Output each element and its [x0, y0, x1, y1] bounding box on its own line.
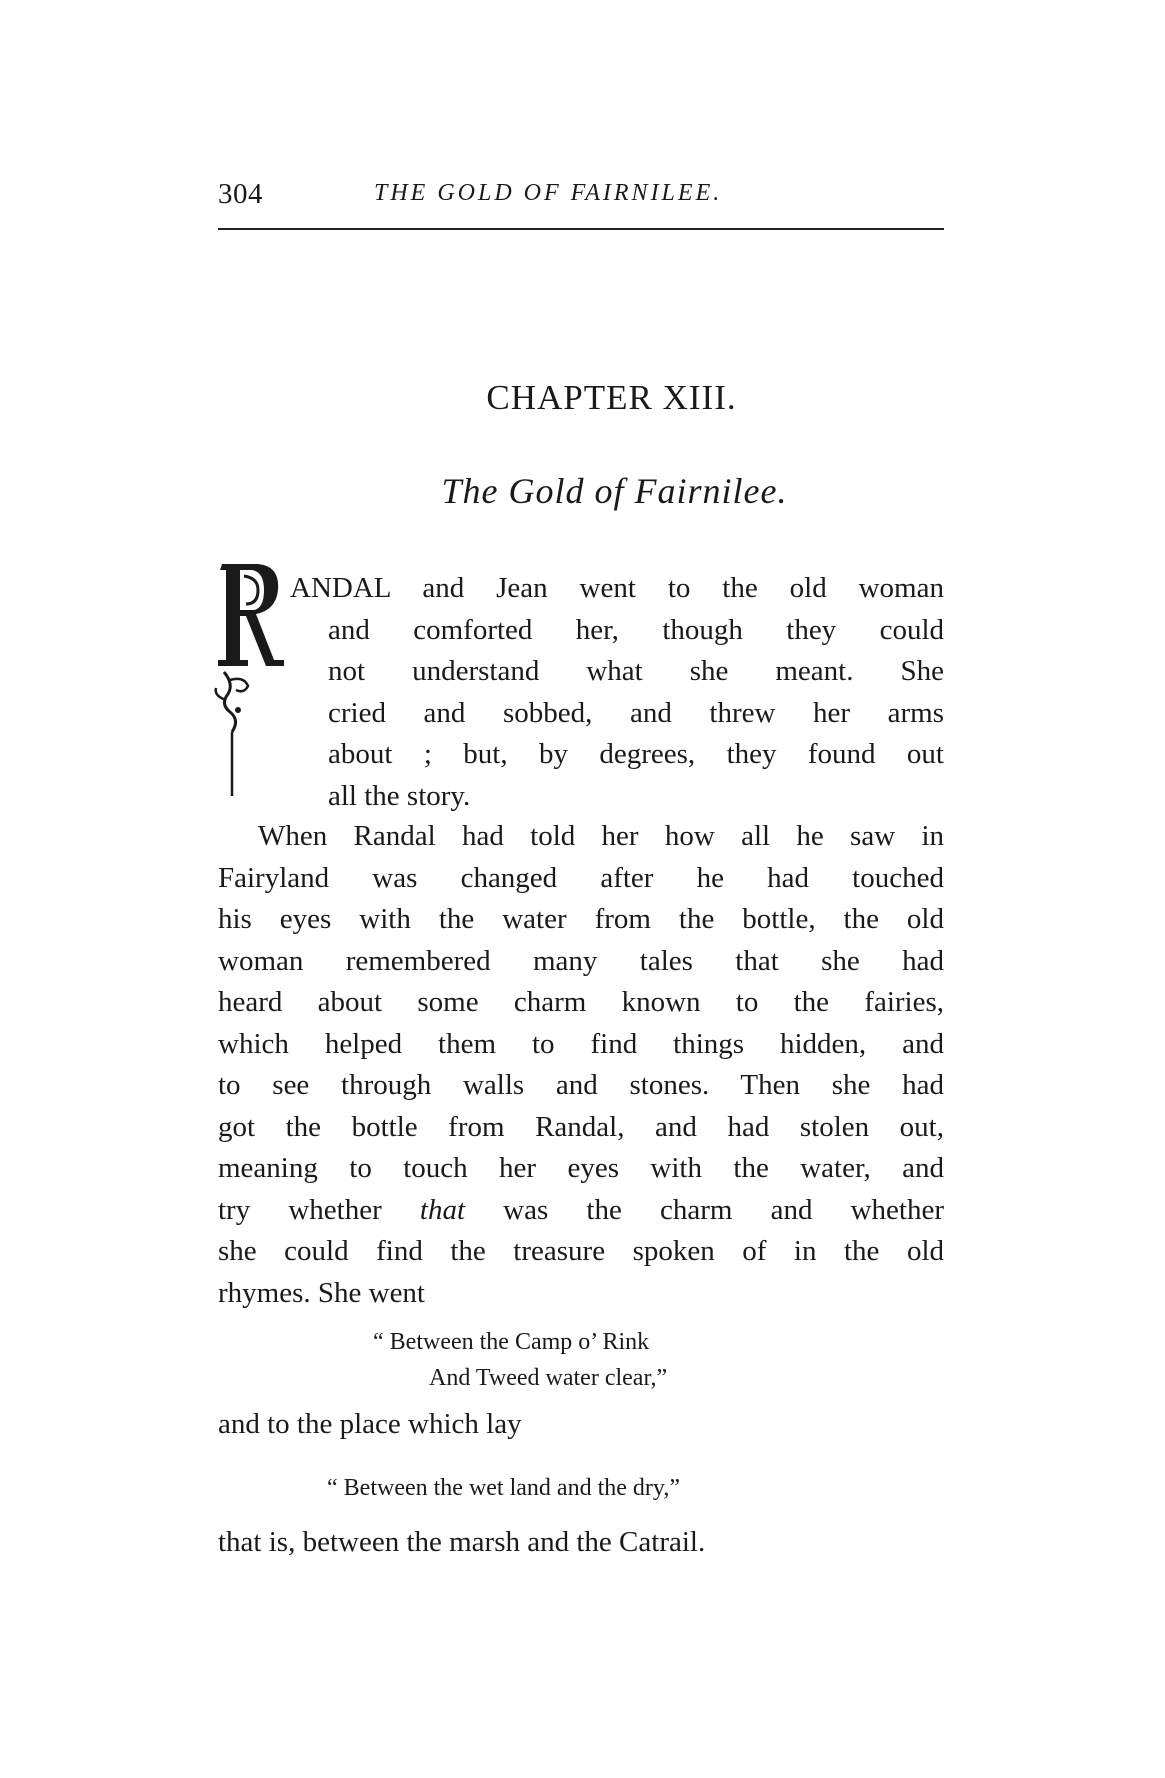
- running-header: [218, 178, 944, 224]
- verse-quote-2: [327, 1470, 680, 1506]
- paragraph-line: heard about some charm known to the fairies,: [218, 986, 944, 1018]
- paragraph-line: When Randal had told her how all he saw in: [258, 820, 944, 852]
- verse-quote-1: [373, 1324, 667, 1396]
- paragraph-line: not understand what she meant. She: [328, 655, 944, 687]
- paragraph-line: all the story.: [328, 779, 471, 812]
- italic-word: that: [419, 1193, 466, 1226]
- paragraph-line: she could find the treasure spoken of in the old: [218, 1235, 944, 1267]
- paragraph-1: [218, 568, 944, 817]
- paragraph-line: got the bottle from Randal, and had stolen out,: [218, 1110, 944, 1143]
- text-after-quote-1: and to the place which lay: [218, 1408, 522, 1440]
- paragraph-line: rhymes. She went: [218, 1276, 425, 1309]
- text-run: was the charm and whether: [503, 1193, 944, 1226]
- verse-line: “ Between the wet land and the dry,”: [327, 1475, 680, 1501]
- paragraph-2: [218, 816, 944, 1314]
- paragraph-line: woman remembered many tales that she had: [218, 944, 944, 977]
- header-rule: [218, 228, 944, 230]
- paragraph-line: to see through walls and stones. Then she had: [218, 1069, 944, 1101]
- paragraph-line: his eyes with the water from the bottle, the old: [218, 903, 944, 935]
- verse-line: “ Between the Camp o’ Rink: [373, 1329, 650, 1355]
- paragraph-line: meaning to touch her eyes with the water, and: [218, 1152, 944, 1184]
- paragraph-line: ANDAL and Jean went to the old woman: [290, 572, 944, 604]
- paragraph-line: cried and sobbed, and threw her arms: [328, 696, 944, 729]
- verse-line: And Tweed water clear,”: [429, 1365, 668, 1391]
- paragraph-line-with-italic: [218, 1190, 944, 1232]
- paragraph-line: and comforted her, though they could: [328, 613, 944, 646]
- chapter-number: CHAPTER XIII.: [486, 378, 737, 417]
- page-number: 304: [218, 178, 263, 210]
- paragraph-line: which helped them to find things hidden, and: [218, 1027, 944, 1060]
- paragraph-line: Fairyland was changed after he had touched: [218, 861, 944, 894]
- chapter-title: The Gold of Fairnilee.: [441, 471, 788, 511]
- text-run: try whether: [218, 1193, 382, 1226]
- paragraph-line: about ; but, by degrees, they found out: [328, 738, 944, 770]
- text-after-quote-2: that is, between the marsh and the Catrail.: [218, 1526, 706, 1558]
- running-title: THE GOLD OF FAIRNILEE.: [374, 180, 723, 206]
